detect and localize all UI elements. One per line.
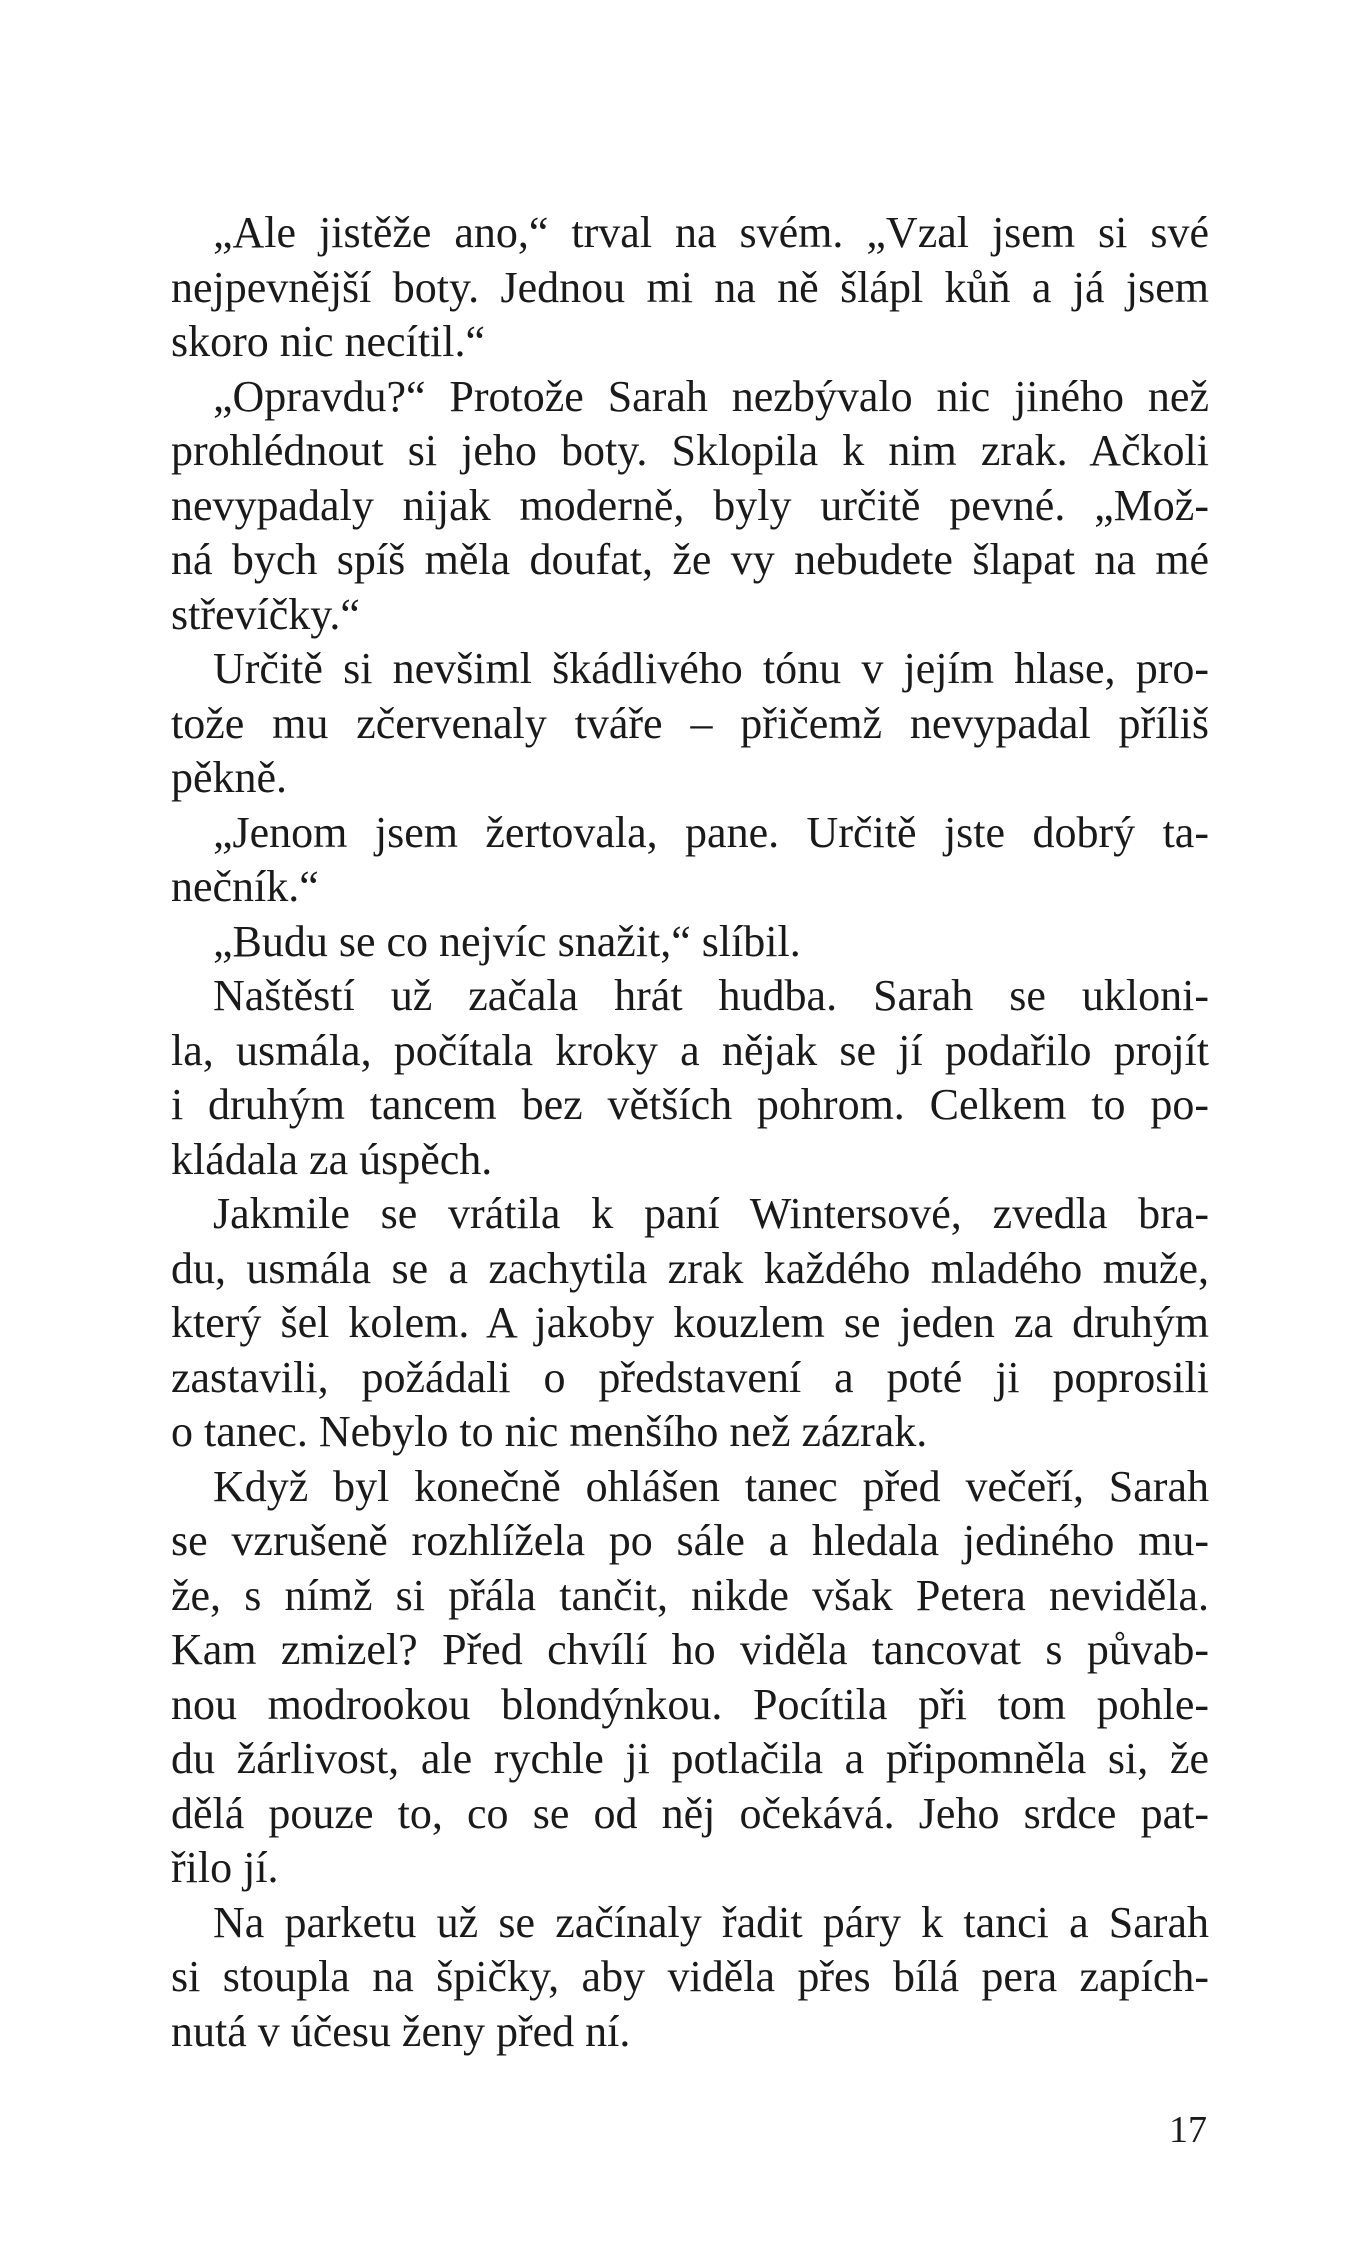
text-line: i druhým tancem bez větších pohrom. Celkem to po- — [171, 1080, 1209, 1129]
text-line: si stoupla na špičky, aby viděla přes bílá pera zapích- — [171, 1952, 1209, 2001]
text-line: nečník.“ — [171, 862, 319, 911]
text-line: dělá pouze to, co se od něj očekává. Jeho srdce pat- — [171, 1788, 1209, 1838]
text-line: „Opravdu?“ Protože Sarah nezbývalo nic jiného než — [213, 371, 1209, 421]
text-line: Na parketu už se začínaly řadit páry k tanci a Sarah — [213, 1897, 1209, 1947]
text-line: nutá v účesu ženy před ní. — [171, 2006, 631, 2056]
text-line: „Budu se co nejvíc snažit,“ slíbil. — [213, 916, 801, 966]
text-line: kládala za úspěch. — [171, 1134, 493, 1184]
text-line: Když byl konečně ohlášen tanec před večeří, Sarah — [213, 1461, 1209, 1511]
text-line: la, usmála, počítala kroky a nějak se jí podařilo projít — [171, 1025, 1209, 1075]
page-number: 17 — [1169, 2109, 1207, 2151]
text-line: „Ale jistěže ano,“ trval na svém. „Vzal jsem si své — [213, 208, 1209, 257]
text-line: se vzrušeně rozhlížela po sále a hledala jediného mu- — [171, 1516, 1209, 1565]
text-line: Kam zmizel? Před chvílí ho viděla tancovat s půvab- — [171, 1625, 1209, 1674]
body-text — [171, 206, 1209, 2059]
text-line: skoro nic necítil.“ — [171, 317, 486, 366]
text-line: nou modrookou blondýnkou. Pocítila při tom pohle- — [171, 1679, 1209, 1729]
text-line: že, s nímž si přála tančit, nikde však Petera neviděla. — [171, 1570, 1209, 1620]
text-line: tože mu zčervenaly tváře – přičemž nevypadal příliš — [171, 698, 1209, 748]
text-line: du žárlivost, ale rychle ji potlačila a připomněla si, že — [171, 1734, 1209, 1783]
text-line: Naštěstí už začala hrát hudba. Sarah se ukloni- — [213, 971, 1209, 1020]
text-line: o tanec. Nebylo to nic menšího než zázrak. — [171, 1407, 928, 1456]
text-line: nevypadaly nijak moderně, byly určitě pevné. „Mož- — [171, 480, 1209, 530]
text-line: prohlédnout si jeho boty. Sklopila k nim zrak. Ačkoli — [171, 426, 1209, 475]
text-line: Určitě si nevšiml škádlivého tónu v jejím hlase, pro- — [213, 644, 1209, 693]
text-line: ná bych spíš měla doufat, že vy nebudete šlapat na mé — [171, 535, 1209, 584]
text-line: du, usmála se a zachytila zrak každého mladého muže, — [171, 1243, 1209, 1293]
text-line: „Jenom jsem žertovala, pane. Určitě jste dobrý ta- — [213, 807, 1209, 857]
text-line: zastavili, požádali o představení a poté ji poprosili — [171, 1352, 1209, 1402]
text-line: pěkně. — [171, 753, 288, 802]
text-line: který šel kolem. A jakoby kouzlem se jeden za druhým — [171, 1298, 1209, 1347]
text-line: řilo jí. — [171, 1843, 279, 1892]
text-line: nejpevnější boty. Jednou mi na ně šlápl kůň a já jsem — [171, 262, 1209, 312]
text-line: Jakmile se vrátila k paní Wintersové, zvedla bra- — [213, 1189, 1209, 1238]
text-line: střevíčky.“ — [171, 589, 360, 639]
